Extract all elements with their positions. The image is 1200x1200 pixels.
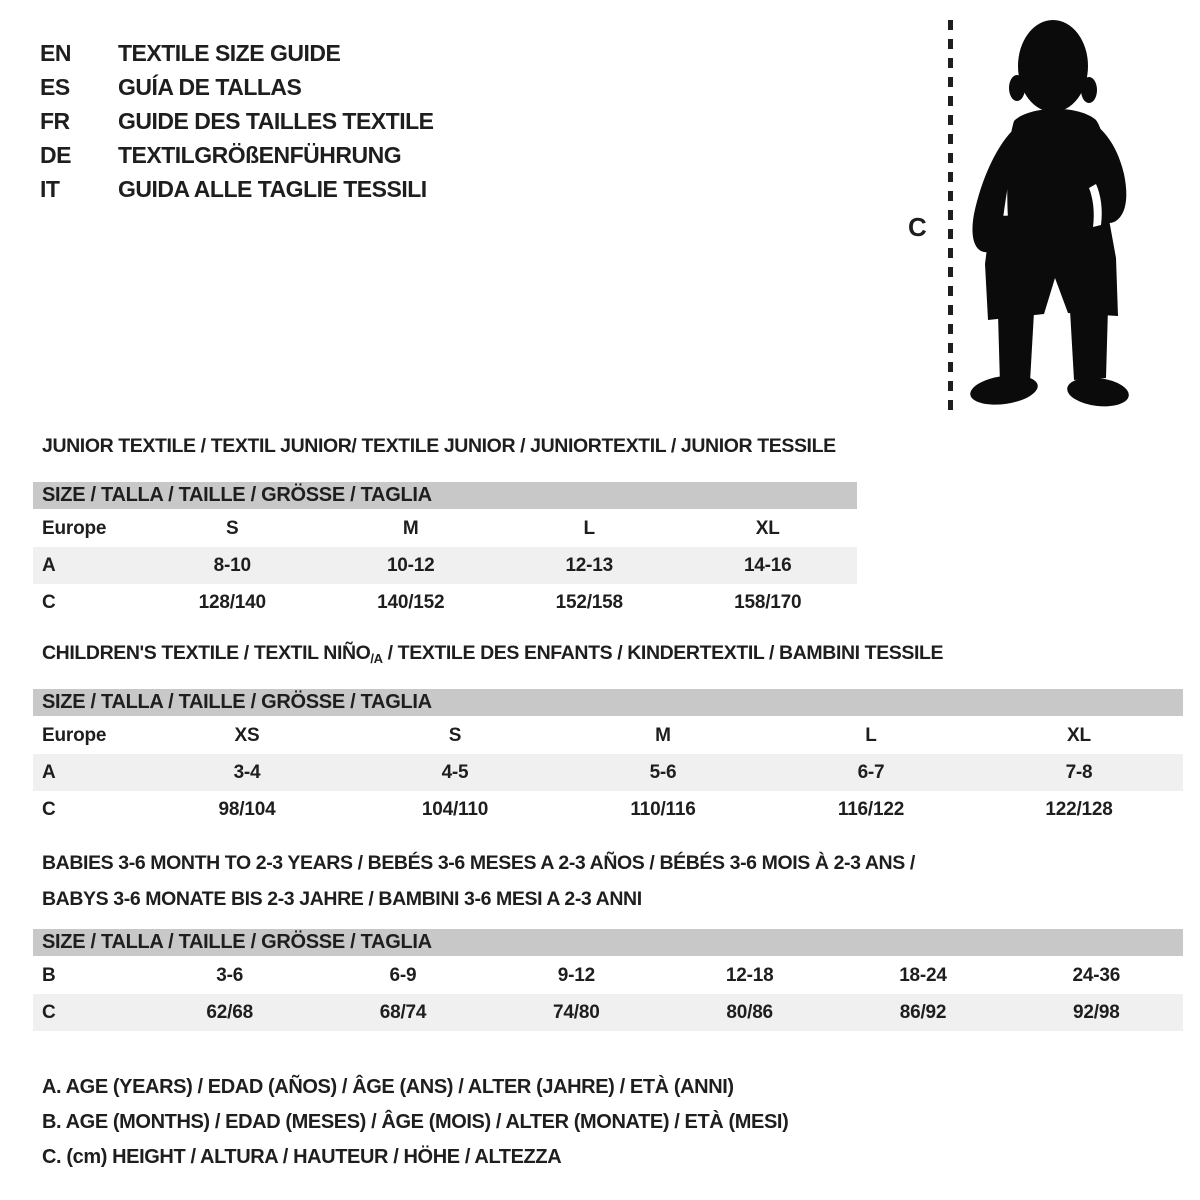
- size-header-bar: SIZE / TALLA / TAILLE / GRÖSSE / TAGLIA: [33, 482, 857, 509]
- age-cell: 10-12: [386, 554, 435, 576]
- babies-section-title-line2: BABYS 3-6 MONATE BIS 2-3 JAHRE / BAMBINI 3-6 MESI A 2-3 ANNI: [42, 888, 642, 910]
- language-row: [40, 36, 434, 70]
- note-b: B. AGE (MONTHS) / EDAD (MESES) / ÂGE (MOIS) / ALTER (MONATE) / ETÀ (MESI): [42, 1111, 789, 1133]
- babies-size-table: [33, 929, 1183, 1031]
- language-row: [40, 104, 434, 138]
- age-cell: 9-12: [557, 964, 595, 986]
- age-cell: 8-10: [213, 554, 251, 576]
- language-row: [40, 172, 434, 206]
- language-code: DE: [40, 141, 71, 168]
- note-c: C. (cm) HEIGHT / ALTURA / HAUTEUR / HÖHE / ALTEZZA: [42, 1146, 562, 1168]
- age-cell: 6-9: [389, 964, 417, 986]
- height-cell: 74/80: [553, 1001, 600, 1023]
- size-cell: XL: [755, 517, 780, 539]
- language-row: [40, 138, 434, 172]
- table-row-height: [33, 584, 857, 621]
- language-code: ES: [40, 73, 70, 100]
- size-cell: L: [865, 724, 877, 746]
- height-measure-dashed-line: [948, 20, 953, 416]
- note-a: A. AGE (YEARS) / EDAD (AÑOS) / ÂGE (ANS) / ALTER (JAHRE) / ETÀ (ANNI): [42, 1076, 734, 1098]
- row-label: A: [42, 761, 56, 783]
- children-size-table: [33, 689, 1183, 828]
- age-cell: 14-16: [743, 554, 792, 576]
- language-code: IT: [40, 175, 60, 202]
- height-cell: 152/158: [555, 591, 623, 613]
- height-cell: 116/122: [837, 798, 905, 820]
- language-code: EN: [40, 39, 71, 66]
- height-cell: 110/116: [630, 798, 696, 820]
- language-row: [40, 70, 434, 104]
- height-cell: 62/68: [206, 1001, 253, 1023]
- row-label: B: [42, 964, 56, 986]
- age-cell: 4-5: [441, 761, 469, 783]
- children-title-sub: /A: [370, 651, 383, 666]
- table-row-height: [33, 791, 1183, 828]
- height-cell: 140/152: [377, 591, 445, 613]
- size-cell: L: [583, 517, 595, 539]
- height-cell: 128/140: [198, 591, 266, 613]
- size-cell: S: [226, 517, 239, 539]
- babies-section-title-line1: BABIES 3-6 MONTH TO 2-3 YEARS / BEBÉS 3-6 MESES A 2-3 AÑOS / BÉBÉS 3-6 MOIS À 2-3 ANS /: [42, 852, 915, 874]
- row-label: A: [42, 554, 56, 576]
- toddler-silhouette-icon: [958, 18, 1138, 418]
- height-cell: 158/170: [734, 591, 802, 613]
- height-cell: 86/92: [899, 1001, 947, 1023]
- age-cell: 12-13: [565, 554, 614, 576]
- size-cell: XL: [1067, 724, 1091, 746]
- height-cell: 98/104: [218, 798, 276, 820]
- size-header-bar: SIZE / TALLA / TAILLE / GRÖSSE / TAGLIA: [33, 689, 1183, 716]
- children-section-title: [42, 641, 943, 667]
- size-cell: XS: [234, 724, 260, 746]
- age-cell: 7-8: [1065, 761, 1093, 783]
- height-measure-label: C: [908, 212, 927, 242]
- size-cell: M: [655, 724, 671, 746]
- guide-title: GUIDA ALLE TAGLIE TESSILI: [118, 175, 427, 202]
- table-row-age: [33, 547, 857, 584]
- junior-size-table: [33, 482, 857, 621]
- table-row-height: [33, 994, 1183, 1031]
- row-label: C: [42, 591, 56, 613]
- age-cell: 24-36: [1072, 964, 1121, 986]
- guide-title: GUÍA DE TALLAS: [118, 73, 302, 100]
- guide-title: TEXTILE SIZE GUIDE: [118, 39, 341, 66]
- language-title-list: [40, 36, 434, 206]
- height-cell: 68/74: [379, 1001, 427, 1023]
- row-label: C: [42, 798, 56, 820]
- guide-title: TEXTILGRÖßENFÜHRUNG: [118, 141, 402, 168]
- height-cell: 80/86: [726, 1001, 773, 1023]
- table-row-age-months: [33, 957, 1183, 994]
- language-code: FR: [40, 107, 70, 134]
- size-cell: S: [448, 724, 462, 746]
- junior-section-title: JUNIOR TEXTILE / TEXTIL JUNIOR/ TEXTILE JUNIOR / JUNIORTEXTIL / JUNIOR TESSILE: [42, 435, 836, 457]
- guide-title: GUIDE DES TAILLES TEXTILE: [118, 107, 434, 134]
- row-label: Europe: [42, 724, 107, 746]
- age-cell: 3-6: [216, 964, 244, 986]
- age-cell: 5-6: [649, 761, 677, 783]
- table-row-europe: [33, 717, 1183, 754]
- height-cell: 92/98: [1073, 1001, 1120, 1023]
- table-row-age: [33, 754, 1183, 791]
- children-title-post: / TEXTILE DES ENFANTS / KINDERTEXTIL / BAMBINI TESSILE: [382, 642, 944, 664]
- size-header-bar: SIZE / TALLA / TAILLE / GRÖSSE / TAGLIA: [33, 929, 1183, 956]
- age-cell: 3-4: [233, 761, 261, 783]
- height-cell: 104/110: [421, 798, 489, 820]
- row-label: C: [42, 1001, 56, 1023]
- children-title-pre: CHILDREN'S TEXTILE / TEXTIL NIÑO: [42, 642, 371, 664]
- age-cell: 12-18: [725, 964, 774, 986]
- row-label: Europe: [42, 517, 107, 539]
- age-cell: 6-7: [857, 761, 885, 783]
- size-cell: M: [402, 517, 419, 539]
- table-row-europe: [33, 510, 857, 547]
- legend-notes: [42, 1070, 788, 1175]
- height-cell: 122/128: [1045, 798, 1113, 820]
- age-cell: 18-24: [899, 964, 947, 986]
